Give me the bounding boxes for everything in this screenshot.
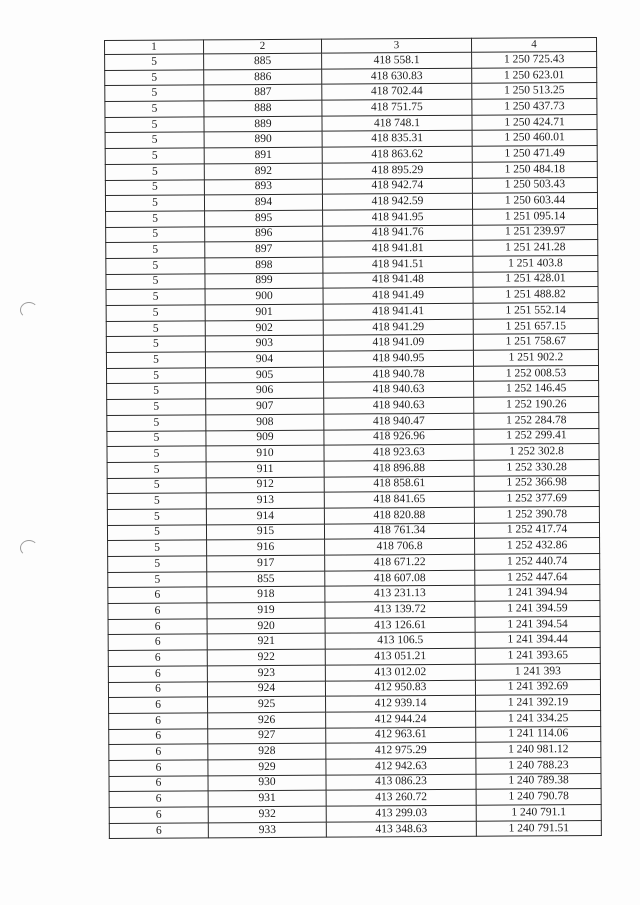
zone-cell: 5 [105, 195, 204, 211]
x-coordinate-cell: 418 941.51 [323, 256, 473, 273]
zone-cell: 6 [108, 681, 207, 697]
y-coordinate-cell: 1 252 447.64 [475, 569, 600, 585]
y-coordinate-cell: 1 251 758.67 [473, 334, 598, 350]
y-coordinate-cell: 1 251 403.8 [473, 255, 598, 271]
point-number-cell: 920 [207, 618, 325, 634]
point-number-cell: 933 [208, 822, 326, 838]
zone-cell: 6 [108, 666, 207, 682]
x-coordinate-cell: 412 950.83 [325, 680, 475, 697]
zone-cell: 5 [105, 117, 204, 133]
y-coordinate-cell: 1 241 394.94 [475, 585, 600, 601]
y-coordinate-cell: 1 250 503.43 [472, 177, 597, 193]
x-coordinate-cell: 418 841.65 [324, 491, 474, 508]
zone-cell: 5 [107, 525, 206, 541]
x-coordinate-cell: 418 607.08 [325, 570, 475, 587]
point-number-cell: 893 [204, 179, 322, 195]
y-coordinate-cell: 1 251 488.82 [473, 287, 598, 303]
x-coordinate-cell: 412 975.29 [326, 742, 476, 759]
point-number-cell: 930 [208, 775, 326, 791]
y-coordinate-cell: 1 251 552.14 [473, 302, 598, 318]
zone-cell: 5 [107, 430, 206, 446]
point-number-cell: 907 [206, 398, 324, 414]
zone-cell: 5 [106, 258, 205, 274]
zone-cell: 5 [106, 336, 205, 352]
punch-hole-mark-top [20, 302, 38, 318]
zone-cell: 6 [108, 650, 207, 666]
y-coordinate-cell: 1 252 299.41 [474, 428, 599, 444]
y-coordinate-cell: 1 252 366.98 [474, 475, 599, 491]
x-coordinate-cell: 418 926.96 [324, 429, 474, 446]
x-coordinate-cell: 418 820.88 [324, 507, 474, 524]
y-coordinate-cell: 1 240 981.12 [476, 742, 601, 758]
y-coordinate-cell: 1 251 902.2 [473, 350, 598, 366]
y-coordinate-cell: 1 250 513.25 [472, 83, 597, 99]
zone-cell: 5 [105, 70, 204, 86]
x-coordinate-cell: 418 835.31 [322, 131, 472, 148]
point-number-cell: 896 [205, 226, 323, 242]
x-coordinate-cell: 418 558.1 [322, 52, 472, 69]
point-number-cell: 927 [208, 728, 326, 744]
y-coordinate-cell: 1 250 603.44 [472, 193, 597, 209]
point-number-cell: 855 [207, 571, 325, 587]
y-coordinate-cell: 1 240 791.51 [476, 820, 601, 836]
point-number-cell: 895 [205, 210, 323, 226]
zone-cell: 5 [107, 368, 206, 384]
x-coordinate-cell: 412 963.61 [326, 727, 476, 744]
y-coordinate-cell: 1 251 428.01 [473, 271, 598, 287]
x-coordinate-cell: 418 923.63 [324, 444, 474, 461]
x-coordinate-cell: 413 086.23 [326, 774, 476, 791]
header-cell-4: 4 [471, 37, 596, 52]
y-coordinate-cell: 1 252 146.45 [474, 381, 599, 397]
zone-cell: 5 [107, 509, 206, 525]
point-number-cell: 921 [207, 634, 325, 650]
x-coordinate-cell: 418 940.78 [324, 366, 474, 383]
x-coordinate-cell: 418 941.48 [323, 272, 473, 289]
point-number-cell: 916 [207, 539, 325, 555]
zone-cell: 5 [106, 305, 205, 321]
x-coordinate-cell: 413 299.03 [326, 805, 476, 822]
y-coordinate-cell: 1 241 394.54 [475, 616, 600, 632]
x-coordinate-cell: 418 941.95 [323, 209, 473, 226]
point-number-cell: 923 [207, 665, 325, 681]
point-number-cell: 900 [205, 288, 323, 304]
y-coordinate-cell: 1 252 377.69 [474, 491, 599, 507]
x-coordinate-cell: 413 051.21 [325, 648, 475, 665]
y-coordinate-cell: 1 252 417.74 [474, 522, 599, 538]
point-number-cell: 914 [206, 508, 324, 524]
x-coordinate-cell: 418 896.88 [324, 460, 474, 477]
coordinates-table [104, 37, 602, 839]
zone-cell: 5 [105, 101, 204, 117]
zone-cell: 5 [106, 289, 205, 305]
point-number-cell: 886 [204, 69, 322, 85]
y-coordinate-cell: 1 251 095.14 [473, 208, 598, 224]
point-number-cell: 910 [206, 445, 324, 461]
x-coordinate-cell: 418 858.61 [324, 476, 474, 493]
y-coordinate-cell: 1 241 334.25 [476, 710, 601, 726]
x-coordinate-cell: 418 761.34 [324, 523, 474, 540]
y-coordinate-cell: 1 250 725.43 [472, 51, 597, 67]
zone-cell: 5 [106, 242, 205, 258]
y-coordinate-cell: 1 252 302.8 [474, 444, 599, 460]
y-coordinate-cell: 1 250 460.01 [472, 130, 597, 146]
y-coordinate-cell: 1 240 790.78 [476, 789, 601, 805]
zone-cell: 5 [105, 54, 204, 70]
y-coordinate-cell: 1 252 432.86 [475, 538, 600, 554]
zone-cell: 5 [105, 179, 204, 195]
point-number-cell: 889 [204, 116, 322, 132]
point-number-cell: 915 [206, 524, 324, 540]
x-coordinate-cell: 418 941.81 [323, 241, 473, 258]
y-coordinate-cell: 1 252 190.26 [474, 397, 599, 413]
x-coordinate-cell: 418 940.63 [324, 382, 474, 399]
point-number-cell: 932 [208, 806, 326, 822]
point-number-cell: 901 [205, 304, 323, 320]
x-coordinate-cell: 413 348.63 [326, 821, 476, 838]
zone-cell: 5 [106, 352, 205, 368]
y-coordinate-cell: 1 252 008.53 [473, 365, 598, 381]
zone-cell: 6 [109, 697, 208, 713]
x-coordinate-cell: 418 895.29 [322, 162, 472, 179]
point-number-cell: 890 [204, 132, 322, 148]
y-coordinate-cell: 1 252 390.78 [474, 506, 599, 522]
point-number-cell: 905 [206, 367, 324, 383]
zone-cell: 5 [105, 164, 204, 180]
y-coordinate-cell: 1 240 791.1 [476, 804, 601, 820]
point-number-cell: 908 [206, 414, 324, 430]
point-number-cell: 919 [207, 602, 325, 618]
y-coordinate-cell: 1 241 393 [475, 663, 600, 679]
y-coordinate-cell: 1 241 394.59 [475, 601, 600, 617]
point-number-cell: 929 [208, 759, 326, 775]
zone-cell: 5 [107, 399, 206, 415]
x-coordinate-cell: 413 260.72 [326, 790, 476, 807]
table-row [109, 820, 601, 839]
zone-cell: 5 [108, 572, 207, 588]
zone-cell: 5 [107, 383, 206, 399]
point-number-cell: 912 [206, 477, 324, 493]
x-coordinate-cell: 418 671.22 [325, 554, 475, 571]
x-coordinate-cell: 418 941.09 [323, 335, 473, 352]
coordinates-table-sheet [104, 37, 601, 839]
zone-cell: 5 [105, 148, 204, 164]
punch-hole-mark-bottom [20, 540, 38, 556]
point-number-cell: 913 [206, 492, 324, 508]
x-coordinate-cell: 418 941.41 [323, 303, 473, 320]
x-coordinate-cell: 418 942.74 [322, 178, 472, 195]
zone-cell: 5 [105, 132, 204, 148]
y-coordinate-cell: 1 250 437.73 [472, 99, 597, 115]
y-coordinate-cell: 1 250 471.49 [472, 146, 597, 162]
zone-cell: 6 [108, 587, 207, 603]
y-coordinate-cell: 1 251 241.28 [473, 240, 598, 256]
point-number-cell: 897 [205, 241, 323, 257]
point-number-cell: 891 [204, 147, 322, 163]
point-number-cell: 918 [207, 587, 325, 603]
point-number-cell: 925 [208, 696, 326, 712]
zone-cell: 5 [106, 226, 205, 242]
x-coordinate-cell: 418 942.59 [322, 193, 472, 210]
x-coordinate-cell: 418 748.1 [322, 115, 472, 132]
zone-cell: 6 [109, 791, 208, 807]
zone-cell: 5 [106, 321, 205, 337]
header-cell-3: 3 [321, 38, 471, 53]
x-coordinate-cell: 413 106.5 [325, 633, 475, 650]
point-number-cell: 911 [206, 461, 324, 477]
point-number-cell: 904 [205, 351, 323, 367]
zone-cell: 6 [108, 634, 207, 650]
x-coordinate-cell: 413 231.13 [325, 586, 475, 603]
zone-cell: 5 [107, 415, 206, 431]
x-coordinate-cell: 418 630.83 [322, 68, 472, 85]
x-coordinate-cell: 418 751.75 [322, 99, 472, 116]
y-coordinate-cell: 1 240 788.23 [476, 757, 601, 773]
zone-cell: 6 [108, 603, 207, 619]
x-coordinate-cell: 418 940.95 [323, 350, 473, 367]
x-coordinate-cell: 418 706.8 [325, 539, 475, 556]
x-coordinate-cell: 418 702.44 [322, 84, 472, 101]
point-number-cell: 892 [204, 163, 322, 179]
point-number-cell: 898 [205, 257, 323, 273]
x-coordinate-cell: 418 863.62 [322, 146, 472, 163]
y-coordinate-cell: 1 240 789.38 [476, 773, 601, 789]
point-number-cell: 928 [208, 743, 326, 759]
x-coordinate-cell: 412 942.63 [326, 758, 476, 775]
zone-cell: 5 [107, 446, 206, 462]
y-coordinate-cell: 1 250 484.18 [472, 161, 597, 177]
y-coordinate-cell: 1 250 623.01 [472, 67, 597, 83]
x-coordinate-cell: 413 012.02 [325, 664, 475, 681]
y-coordinate-cell: 1 251 657.15 [473, 318, 598, 334]
zone-cell: 5 [107, 462, 206, 478]
point-number-cell: 903 [205, 336, 323, 352]
zone-cell: 5 [105, 85, 204, 101]
point-number-cell: 909 [206, 430, 324, 446]
zone-cell: 6 [109, 728, 208, 744]
point-number-cell: 917 [207, 555, 325, 571]
zone-cell: 6 [109, 807, 208, 823]
y-coordinate-cell: 1 241 392.69 [475, 679, 600, 695]
y-coordinate-cell: 1 251 239.97 [473, 224, 598, 240]
zone-cell: 5 [107, 493, 206, 509]
y-coordinate-cell: 1 252 330.28 [474, 459, 599, 475]
point-number-cell: 885 [204, 53, 322, 69]
zone-cell: 5 [107, 477, 206, 493]
y-coordinate-cell: 1 252 440.74 [475, 553, 600, 569]
x-coordinate-cell: 418 941.49 [323, 288, 473, 305]
zone-cell: 6 [109, 713, 208, 729]
point-number-cell: 899 [205, 273, 323, 289]
x-coordinate-cell: 413 139.72 [325, 601, 475, 618]
point-number-cell: 931 [208, 790, 326, 806]
y-coordinate-cell: 1 241 394.44 [475, 632, 600, 648]
x-coordinate-cell: 412 944.24 [326, 711, 476, 728]
x-coordinate-cell: 413 126.61 [325, 617, 475, 634]
y-coordinate-cell: 1 252 284.78 [474, 412, 599, 428]
zone-cell: 5 [108, 540, 207, 556]
zone-cell: 5 [108, 556, 207, 572]
zone-cell: 6 [109, 760, 208, 776]
zone-cell: 5 [106, 211, 205, 227]
table-body [105, 51, 602, 838]
point-number-cell: 924 [207, 681, 325, 697]
point-number-cell: 922 [207, 649, 325, 665]
point-number-cell: 906 [206, 383, 324, 399]
point-number-cell: 887 [204, 85, 322, 101]
header-cell-2: 2 [204, 39, 322, 54]
y-coordinate-cell: 1 241 392.19 [476, 695, 601, 711]
x-coordinate-cell: 418 941.29 [323, 319, 473, 336]
zone-cell: 5 [106, 274, 205, 290]
x-coordinate-cell: 418 940.47 [324, 413, 474, 430]
y-coordinate-cell: 1 250 424.71 [472, 114, 597, 130]
zone-cell: 6 [109, 823, 208, 839]
x-coordinate-cell: 412 939.14 [326, 695, 476, 712]
y-coordinate-cell: 1 241 393.65 [475, 648, 600, 664]
zone-cell: 6 [108, 619, 207, 635]
zone-cell: 6 [109, 776, 208, 792]
point-number-cell: 894 [204, 194, 322, 210]
point-number-cell: 902 [205, 320, 323, 336]
y-coordinate-cell: 1 241 114.06 [476, 726, 601, 742]
point-number-cell: 926 [208, 712, 326, 728]
point-number-cell: 888 [204, 100, 322, 116]
x-coordinate-cell: 418 940.63 [324, 397, 474, 414]
x-coordinate-cell: 418 941.76 [323, 225, 473, 242]
zone-cell: 6 [109, 744, 208, 760]
header-cell-1: 1 [105, 40, 204, 55]
